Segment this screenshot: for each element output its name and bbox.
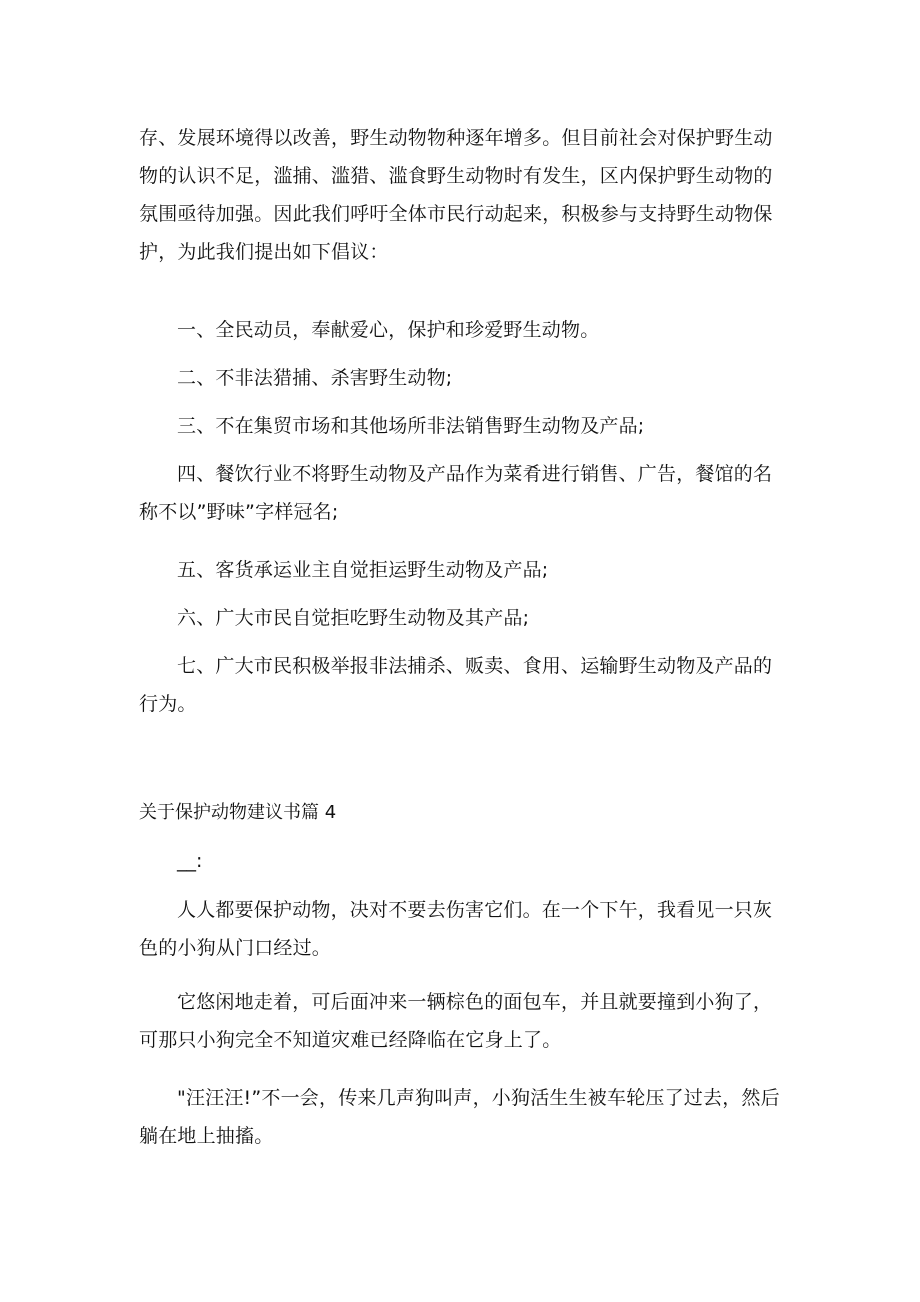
section-heading: 关于保护动物建议书篇 4	[139, 802, 337, 823]
proposal-item-7: 七、广大市民积极举报非法捕杀、贩卖、食用、运输野生动物及产品的行为。	[139, 655, 773, 715]
proposal-item-1: 一、全民动员，奉献爱心，保护和珍爱野生动物。	[177, 319, 600, 341]
story-paragraph-2: 它悠闲地走着，可后面冲来一辆棕色的面包车，并且就要撞到小狗了，可那只小狗完全不知道灾难已经降临在它身上了。	[139, 991, 773, 1051]
proposal-item-6: 六、广大市民自觉拒吃野生动物及其产品;	[177, 607, 530, 629]
intro-paragraph: 存、发展环境得以改善，野生动物物种逐年增多。但目前社会对保护野生动物的认识不足，滥捕、滥猎、滥食野生动物时有发生，区内保护野生动物的氛围亟待加强。因此我们呼吁全体市民行动起来，积极参与支持野生动物保护，为此我们提出如下倡议：	[139, 127, 773, 263]
proposal-item-5: 五、客货承运业主自觉拒运野生动物及产品;	[177, 559, 549, 581]
salutation: __:	[177, 850, 203, 872]
proposal-item-3: 三、不在集贸市场和其他场所非法销售野生动物及产品;	[177, 415, 645, 437]
story-paragraph-1: 人人都要保护动物，决对不要去伤害它们。在一个下午，我看见一只灰色的小狗从门口经过。	[139, 899, 773, 959]
story-paragraph-3: "汪汪汪!”不一会，传来几声狗叫声，小狗活生生被车轮压了过去，然后躺在地上抽搐。	[139, 1087, 780, 1147]
proposal-item-4: 四、餐饮行业不将野生动物及产品作为菜肴进行销售、广告，餐馆的名称不以”野味”字样冠名;	[139, 463, 773, 523]
proposal-item-2: 二、不非法猎捕、杀害野生动物;	[177, 367, 453, 389]
